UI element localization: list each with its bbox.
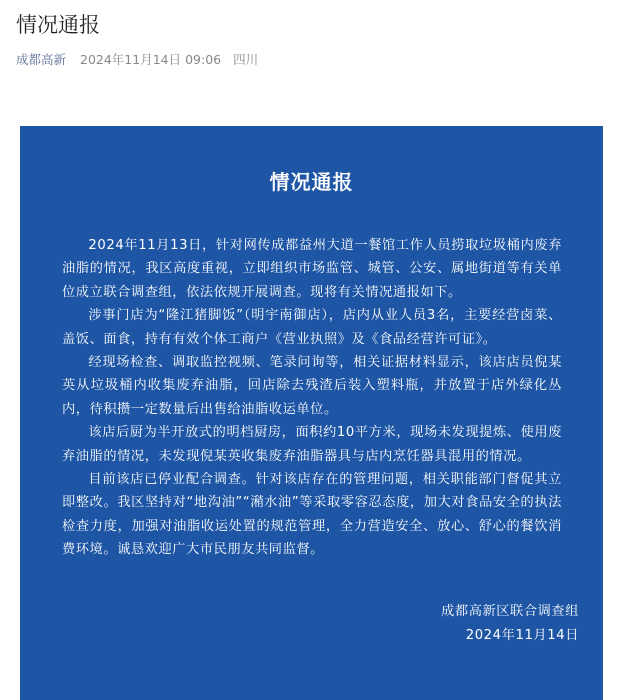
notice-paragraph-2: 涉事门店为“隆江猪脚饭”（明宇南御店），店内从业人员3名，主要经营卤菜、盖饭、面食，持有有效个体工商户《营业执照》及《食品经营许可证》。 (62, 308, 562, 347)
notice-body (62, 234, 562, 562)
notice-date: 2024年11月14日 (465, 628, 579, 643)
article-meta (16, 50, 258, 70)
publish-time: 2024年11月14日 09:06 (80, 52, 222, 67)
notice-paragraph-5: 目前该店已停业配合调查。针对该店存在的管理问题，相关职能部门督促其立即整改。我区坚持对“地沟油”“潲水油”等采取零容忍态度，加大对食品安全的执法检查力度，加强对油脂收运处置的规范管理，全力营造安全、放心、舒心的餐饮消费环境。诚恳欢迎广大市民朋友共同监督。 (62, 472, 562, 558)
source-account-link[interactable]: 成都高新 (16, 52, 67, 67)
notice-image (20, 126, 603, 700)
notice-paragraph-1: 2024年11月13日，针对网传成都益州大道一餐馆工作人员捞取垃圾桶内废弃油脂的情况，我区高度重视，立即组织市场监管、城管、公安、属地街道等有关单位成立联合调查组，依法依规开展调查。现将有关情况通报如下。 (62, 238, 562, 300)
page-title: 情况通报 (16, 13, 100, 37)
notice-signature: 成都高新区联合调查组 (441, 604, 579, 619)
notice-paragraph-3: 经现场检查、调取监控视频、笔录问询等，相关证据材料显示，该店店员倪某英从垃圾桶内收集废弃油脂，回店除去残渣后装入塑料瓶，并放置于店外绿化丛内，待积攒一定数量后出售给油脂收运单位。 (62, 355, 562, 417)
notice-paragraph-4: 该店后厨为半开放式的明档厨房，面积约10平方米，现场未发现提炼、使用废弃油脂的情况，未发现倪某英收集废弃油脂器具与店内烹饪器具混用的情况。 (62, 425, 562, 464)
notice-title: 情况通报 (269, 170, 354, 194)
publish-region: 四川 (233, 52, 259, 67)
